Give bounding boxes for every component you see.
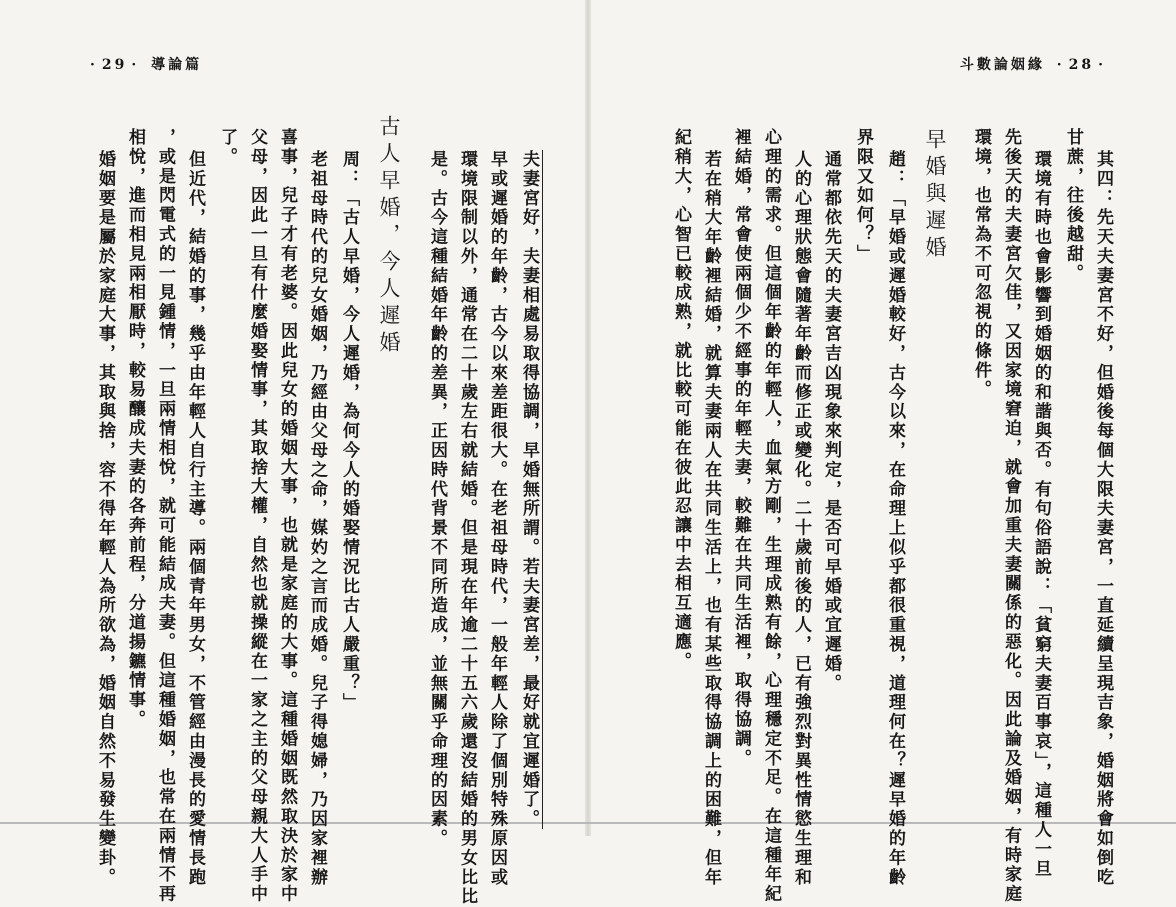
right-page-text-column: 若在稍大年齡裡結婚，就算夫妻兩人在共同生活上，也有某些取得協調上的困難，但年: [701, 150, 721, 888]
right-page-text-column: 環境有時也會影響到婚姻的和諧與否。有句俗語說：「貧窮夫妻百事哀」，這種人一旦: [1031, 150, 1051, 879]
right-page-text-column: 紀稍大，心智已較成熟，就比較可能在彼此忍讓中去相互適應。: [671, 128, 691, 672]
left-page-text-column: 是。古今這種結婚年齡的差異，正因時代背景不同所造成，並無關乎命理的因素。: [427, 150, 447, 849]
left-page-header: · 29 · 導論篇: [90, 57, 203, 73]
left-page-text-column: 老祖母時代的兒女婚姻，乃經由父母之命，媒妁之言而成婚。兒子得媳婦，乃因家裡辦: [307, 150, 327, 888]
right-section-title: 斗數論姻緣: [959, 57, 1045, 73]
right-page-text-column: 其四：先天夫妻宮不好，但婚後每個大限夫妻宮，一直延續呈現吉象，婚姻將會如倒吃: [1093, 150, 1113, 888]
left-page-text-column: 夫妻宮好，夫妻相處易取得協調，早婚無所謂。若夫妻宮差，最好就宜遲婚了。: [518, 150, 543, 829]
left-page-text-column: 早或遲婚的年齡，古今以來差距很大。在老祖母時代，一般年輕人除了個別特殊原因或: [487, 150, 507, 888]
left-page-text-column: 父母，因此一旦有什麼婚娶情事，其取捨大權，自然也就操縱在一家之主的父母親大人手中: [247, 128, 267, 904]
left-page-text-column: ，或是閃電式的一見鍾情，一旦兩情相悅，就可能結成夫妻。但這種婚姻，也常在兩情不再: [155, 128, 175, 904]
right-page-text-column: 通常都依先天的夫妻宮吉凶現象來判定，是否可早婚或宜遲婚。: [821, 150, 841, 694]
right-page-text-column: 人的心理狀態會隨著年齡而修正或變化。二十歲前後的人，已有強烈對異性情慾生理和: [791, 150, 811, 888]
right-page-text-column: 界限又如何？」: [853, 128, 873, 264]
left-page-text-column: 婚姻要是屬於家庭大事，其取與捨，容不得年輕人為所欲為，婚姻自然不易發生變卦。: [95, 150, 115, 888]
left-page-number: 29: [101, 57, 128, 73]
left-page-text-column: 周：「古人早婚，今人遲婚，為何今人的婚娶情況比古人嚴重？」: [339, 150, 359, 713]
right-page-text-column: 甘蔗，往後越甜。: [1063, 128, 1083, 284]
left-section-title: 導論篇: [151, 57, 203, 73]
left-page-text-column: 但近代，結婚的事，幾乎由年輕人自行主導。兩個青年男女，不管經由漫長的愛情長跑: [185, 150, 205, 888]
right-page-text-column: 環境，也常為不可忽視的條件。: [971, 128, 991, 400]
right-page-section-heading: 早婚與遲婚: [923, 128, 947, 263]
left-page-text-column: 喜事，兒子才有老婆。因此兒女的婚姻大事，也就是家庭的大事。這種婚姻既然取決於家中: [277, 128, 297, 904]
left-page-text-column: 相悅，進而相見兩相厭時，較易釀成夫妻的各奔前程，分道揚鑣情事。: [125, 128, 145, 730]
book-gutter: [585, 0, 591, 836]
left-page-section-heading: 古人早婚，今人遲婚: [377, 115, 401, 358]
right-page-text-column: 裡結婚，常會使兩個少不經事的年輕夫妻，較難在共同生活裡，取得協調。: [731, 128, 751, 769]
left-page-text-column: 了。: [217, 128, 237, 167]
right-page-text-column: 先後天的夫妻宮欠佳，又因家境窘迫，就會加重夫妻關係的惡化。因此論及婚姻，有時家庭: [1001, 128, 1021, 904]
left-page-text-column: 環境限制以外，通常在二十歲左右就結婚。但是現在年逾二十五六歲還沒結婚的男女比比: [457, 150, 477, 907]
right-page-text-column: 趙：「早婚或遲婚較好，古今以來，在命理上似乎都很重視，道理何在？遲早婚的年齡: [885, 150, 905, 888]
right-page-number: 28: [1068, 57, 1095, 73]
right-page-text-column: 心理的需求。但這個年齡的年輕人，血氣方剛，生理成熟有餘，心理穩定不足。在這種年紀: [761, 128, 781, 904]
right-page-header: 斗數論姻緣 · 28 ·: [959, 57, 1106, 73]
